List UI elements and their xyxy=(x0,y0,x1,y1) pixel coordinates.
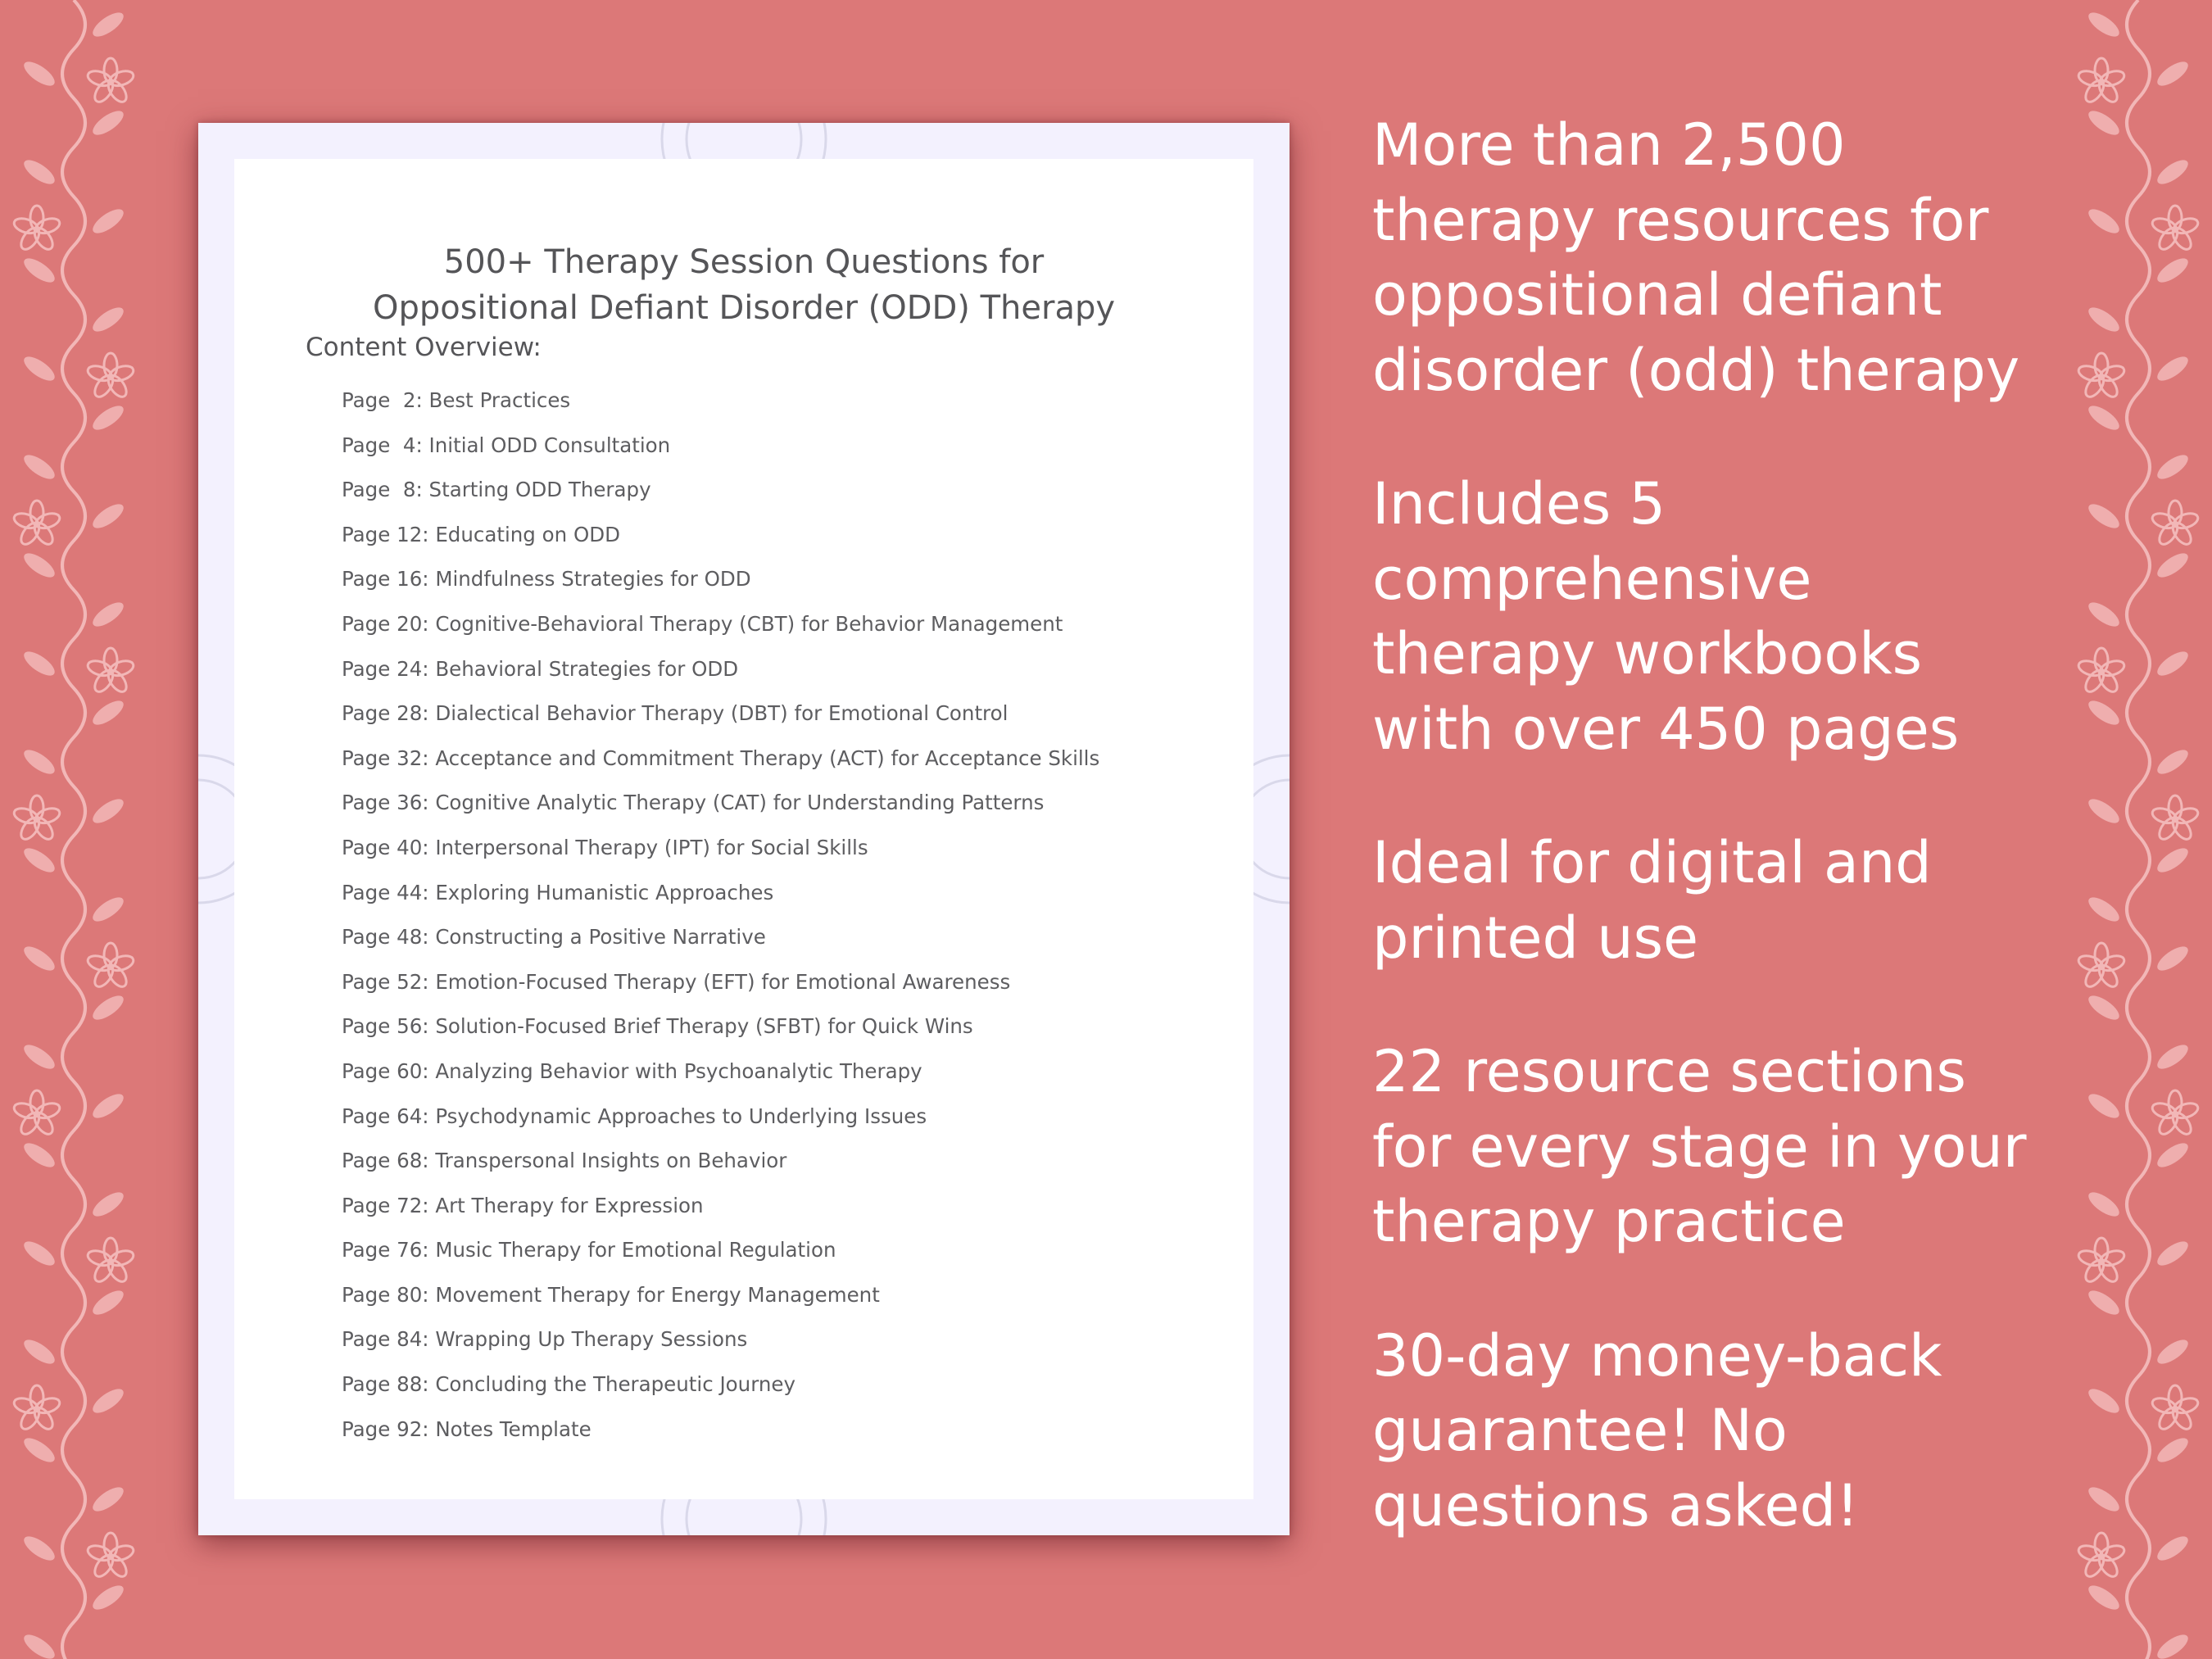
toc-section-title: Cognitive-Behavioral Therapy (CBT) for Behavior Management xyxy=(435,611,1063,636)
toc-item xyxy=(342,836,1099,881)
vine-leaf xyxy=(89,8,127,41)
vine-leaf xyxy=(89,696,127,729)
toc-page-number: Page 72: xyxy=(342,1193,429,1217)
toc-page-number: Page 28: xyxy=(342,701,429,726)
vine-leaf xyxy=(20,1040,58,1073)
flower-petal xyxy=(86,1543,113,1562)
flower-petal xyxy=(2099,68,2126,88)
toc-page-number: Page 32: xyxy=(342,746,429,770)
toc-section-title: Wrapping Up Therapy Sessions xyxy=(435,1327,748,1352)
toc-item xyxy=(342,1059,1099,1104)
vine-leaf xyxy=(2154,1630,2192,1659)
document-title-line1: 500+ Therapy Session Questions for xyxy=(443,243,1045,281)
toc-item xyxy=(342,970,1099,1015)
flower-petal xyxy=(86,68,113,88)
vine-leaf xyxy=(20,549,58,582)
feature-line: therapy workbooks xyxy=(1372,620,1923,687)
feature-line: comprehensive xyxy=(1372,545,1812,613)
vine-leaf xyxy=(20,1532,58,1565)
toc-item xyxy=(342,657,1099,702)
toc-section-title: Notes Template xyxy=(435,1416,592,1441)
feature-line: More than 2,500 xyxy=(1372,111,1846,179)
feature-line: with over 450 pages xyxy=(1372,695,1960,763)
toc-section-title: Analyzing Behavior with Psychoanalytic Therapy xyxy=(435,1058,922,1083)
toc-page-number: Page 36: xyxy=(342,791,429,815)
toc-item xyxy=(342,612,1099,657)
vine-leaf xyxy=(20,156,58,188)
vine-leaf xyxy=(89,401,127,434)
vine-leaf xyxy=(2154,57,2192,90)
toc-page-number: Page 16: xyxy=(342,567,429,592)
feature-line: for every stage in your xyxy=(1372,1113,2027,1181)
vine-leaf xyxy=(89,893,127,926)
toc-item xyxy=(342,925,1099,970)
feature-line: Includes 5 xyxy=(1372,470,1666,537)
toc-section-title: Behavioral Strategies for ODD xyxy=(435,656,739,681)
toc-section-title: Transpersonal Insights on Behavior xyxy=(435,1149,787,1173)
toc-page-number: Page 56: xyxy=(342,1014,429,1039)
toc-section-title: Mindfulness Strategies for ODD xyxy=(435,567,751,592)
toc-section-title: Educating on ODD xyxy=(435,522,620,546)
flower-petal xyxy=(86,953,113,972)
toc-page-number: Page 2: xyxy=(342,388,423,412)
toc-section-title: Art Therapy for Expression xyxy=(435,1193,704,1217)
flower-petal xyxy=(86,1248,113,1267)
feature-line: oppositional defiant xyxy=(1372,261,1942,329)
toc-section-title: Constructing a Positive Narrative xyxy=(435,925,766,950)
toc-item xyxy=(342,567,1099,612)
toc-section-title: Starting ODD Therapy xyxy=(428,478,651,502)
toc-section-title: Best Practices xyxy=(428,388,571,412)
feature-blurb xyxy=(1372,1035,2200,1260)
toc-section-title: Dialectical Behavior Therapy (DBT) for Emotional Control xyxy=(435,701,1009,726)
vine-leaf xyxy=(20,746,58,778)
toc-item xyxy=(342,1149,1099,1194)
toc-page-number: Page 64: xyxy=(342,1104,429,1128)
toc-item xyxy=(342,1104,1099,1149)
flower-petal xyxy=(12,215,39,235)
toc-item xyxy=(342,1372,1099,1417)
toc-page-number: Page 60: xyxy=(342,1058,429,1083)
feature-line: 30-day money-back xyxy=(1372,1321,1942,1389)
vine-leaf xyxy=(20,57,58,90)
feature-list xyxy=(1372,108,2200,1602)
feature-line: disorder (odd) therapy xyxy=(1372,336,2020,404)
vine-leaf xyxy=(89,795,127,827)
toc-page-number: Page 12: xyxy=(342,522,429,546)
vine-leaf xyxy=(20,451,58,483)
flower-petal xyxy=(12,1395,39,1415)
vine-stem xyxy=(62,0,85,1659)
document-title xyxy=(234,239,1253,331)
vine-leaf xyxy=(89,1286,127,1319)
vine-leaf xyxy=(2085,8,2123,41)
vine-leaf xyxy=(89,303,127,336)
toc-section-title: Initial ODD Consultation xyxy=(428,433,671,457)
toc-item xyxy=(342,1238,1099,1283)
toc-section-title: Exploring Humanistic Approaches xyxy=(435,880,774,904)
toc-item xyxy=(342,1327,1099,1372)
vine-leaf xyxy=(20,1237,58,1270)
feature-blurb xyxy=(1372,826,2200,976)
toc-section-title: Cognitive Analytic Therapy (CAT) for Understanding Patterns xyxy=(435,791,1045,815)
feature-blurb xyxy=(1372,1319,2200,1544)
vine-leaf xyxy=(20,254,58,287)
toc-item xyxy=(342,523,1099,568)
vine-leaf xyxy=(89,1188,127,1221)
toc-page-number: Page 84: xyxy=(342,1327,429,1352)
toc-item xyxy=(342,433,1099,478)
toc-item xyxy=(342,701,1099,746)
toc-item xyxy=(342,1014,1099,1059)
toc-page-number: Page 76: xyxy=(342,1238,429,1262)
toc-section-title: Emotion-Focused Therapy (EFT) for Emotional Awareness xyxy=(435,969,1011,994)
vine-leaf xyxy=(20,352,58,385)
toc-section-title: Solution-Focused Brief Therapy (SFBT) for Quick Wins xyxy=(435,1014,973,1039)
flower-petal xyxy=(86,363,113,383)
toc-section-title: Interpersonal Therapy (IPT) for Social Skills xyxy=(435,835,868,859)
vine-leaf xyxy=(20,1434,58,1466)
vine-leaf xyxy=(20,844,58,877)
toc-item xyxy=(342,746,1099,791)
feature-line: therapy resources for xyxy=(1372,186,1989,254)
toc-section-title: Acceptance and Commitment Therapy (ACT) for Acceptance Skills xyxy=(435,746,1100,770)
flower-petal xyxy=(12,510,39,530)
content-overview-label: Content Overview: xyxy=(306,333,542,362)
feature-line: guarantee! No xyxy=(1372,1397,1788,1464)
vine-leaf xyxy=(89,1385,127,1417)
vine-leaf xyxy=(89,1483,127,1516)
toc-item xyxy=(342,388,1099,433)
vine-leaf xyxy=(89,205,127,238)
feature-line: Ideal for digital and xyxy=(1372,829,1932,896)
toc-page-number: Page 92: xyxy=(342,1416,429,1441)
toc-section-title: Movement Therapy for Energy Management xyxy=(435,1282,880,1307)
toc-page-number: Page 68: xyxy=(342,1149,429,1173)
toc-page-number: Page 44: xyxy=(342,880,429,904)
document-preview xyxy=(198,123,1290,1535)
feature-line: therapy practice xyxy=(1372,1188,1846,1255)
flower-petal xyxy=(12,1100,39,1120)
toc-page-number: Page 8: xyxy=(342,478,423,502)
feature-line: questions asked! xyxy=(1372,1471,1860,1539)
vine-leaf xyxy=(89,598,127,631)
floral-border-left xyxy=(0,0,147,1659)
toc-item xyxy=(342,478,1099,523)
vine-leaf xyxy=(20,647,58,680)
toc-item xyxy=(342,791,1099,836)
vine-leaf xyxy=(20,1335,58,1368)
toc-page-number: Page 48: xyxy=(342,925,429,950)
toc-page-number: Page 88: xyxy=(342,1372,429,1397)
vine-leaf xyxy=(89,991,127,1024)
flower-petal xyxy=(86,658,113,678)
document-page xyxy=(234,159,1253,1499)
feature-line: printed use xyxy=(1372,904,1699,972)
vine-leaf xyxy=(20,942,58,975)
vine-leaf xyxy=(89,1581,127,1614)
vine-leaf xyxy=(20,1630,58,1659)
flower-petal xyxy=(12,805,39,825)
vine-leaf xyxy=(89,107,127,139)
toc-page-number: Page 4: xyxy=(342,433,423,457)
toc-section-title: Concluding the Therapeutic Journey xyxy=(435,1372,796,1397)
toc-page-number: Page 80: xyxy=(342,1282,429,1307)
toc-section-title: Music Therapy for Emotional Regulation xyxy=(435,1238,836,1262)
toc-section-title: Psychodynamic Approaches to Underlying Issues xyxy=(435,1104,927,1128)
toc-page-number: Page 24: xyxy=(342,656,429,681)
toc-item xyxy=(342,1283,1099,1328)
toc-page-number: Page 52: xyxy=(342,969,429,994)
vine-leaf xyxy=(89,500,127,533)
feature-blurb xyxy=(1372,467,2200,767)
vine-leaf xyxy=(20,1139,58,1172)
toc-page-number: Page 40: xyxy=(342,835,429,859)
table-of-contents xyxy=(342,388,1099,1462)
toc-item xyxy=(342,881,1099,926)
feature-line: 22 resource sections xyxy=(1372,1038,1966,1105)
vine-leaf xyxy=(89,1090,127,1122)
toc-item xyxy=(342,1417,1099,1462)
feature-blurb xyxy=(1372,108,2200,408)
toc-page-number: Page 20: xyxy=(342,611,429,636)
document-title-line2: Oppositional Defiant Disorder (ODD) Therapy xyxy=(372,289,1116,327)
toc-item xyxy=(342,1194,1099,1239)
